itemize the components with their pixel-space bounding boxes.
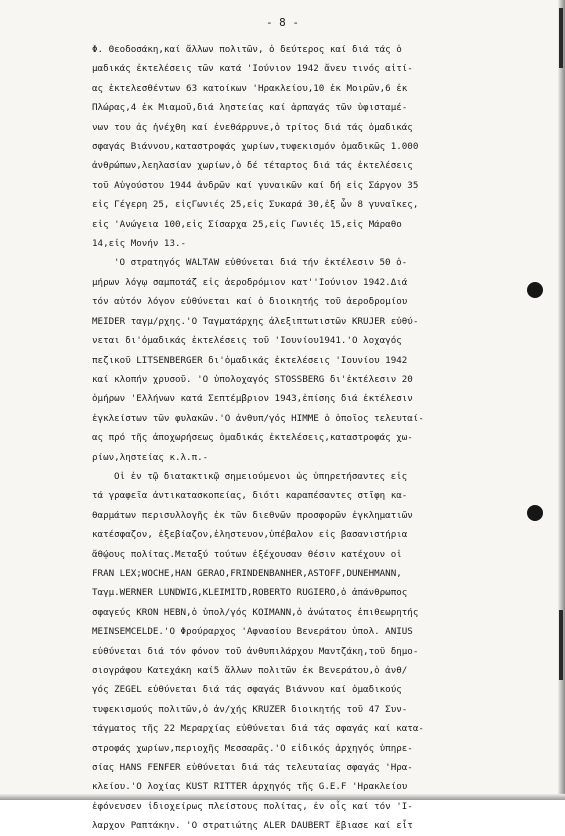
text-line: ἀνθρώπων,λεηλασίαν χωρίων,ὁ δέ τέταρτος διά τάς ἐκτελέσεις xyxy=(92,160,413,172)
page-edge-mark xyxy=(559,8,563,68)
text-line: σίας HANS FENFER εὐθύνεται διά τάς τελευταίας σφαγάς 'Ηρα- xyxy=(92,762,413,774)
text-line: κλείου.'Ο λοχίας KUST RITTER ἀρχηγός τῆς G.E.F 'Ηρακλείου xyxy=(92,781,408,793)
text-line: ἄθῴους πολίτας.Μεταξύ τούτων ἐξέχουσαν θέσιν κατέχουν οἱ xyxy=(92,548,402,560)
text-line: καί κλοπήν χρυσοῦ. 'Ο ὑπολοχαγός STOSSBERG δι'ἐκτέλεσιν 20 xyxy=(92,373,413,385)
text-line: Πλώρας,4 ἐκ Μιαμοῦ,διά ληστείας καί ἁρπαγάς τῶν ὑφισταμέ- xyxy=(92,102,408,114)
text-line: ρίων,ληστείας κ.λ.π.- xyxy=(92,451,209,463)
text-line: Φ. Θεοδοσάκη,καί ἄλλων πολιτῶν, ὁ δεύτερος καί διά τάς ὁ xyxy=(92,44,402,55)
text-line: ας πρό τῆς ἀποχωρήσεως ὁμαδικάς ἐκτελέσεις,καταστροφάς χω- xyxy=(92,432,413,444)
text-line: ἐγκλείστων τῶν φυλακῶν.'Ο ἀνθυπ/γός HIMME ὁ ὁποῖος τελευταί- xyxy=(92,412,424,424)
text-line: τυφεκισμούς πολιτῶν,ὁ ἀν/χής KRUZER διοικητής τοῦ 47 Συν- xyxy=(92,703,408,715)
text-line: εἰς Γέγερη 25, εἰςΓωνιές 25,εἰς Συκαρά 30,ἐξ ὧν 8 γυναῖκες, xyxy=(92,199,419,211)
text-line: MEINSEMCELDE.'Ο Φρούραρχος 'Αφνασίου Βενεράτου ὑπολ. ANIUS xyxy=(92,626,413,638)
text-line: τάγματος τῆς 22 Μεραρχίας εὐθύνεται διά τάς σφαγάς καί κατα- xyxy=(92,723,424,735)
text-line: MEIDER ταγμ/ρχης.'Ο Ταγματάρχης ἀλεξιπτωτιστῶν KRUJER εὐθύ- xyxy=(92,315,419,327)
text-line: εἰς 'Ανώγεια 100,εἰς Σίσαρχα 25,εἰς Γωνιές 15,εἰς Μάραθο xyxy=(92,218,402,230)
text-line: νεται δι'ὁμαδικάς ἐκτελέσεις τοῦ 'Ιουνίου1941.'Ο λοχαγός xyxy=(92,335,402,347)
text-line: Ταγμ.WERNER LUNDWIG,KLEIMITD,ROBERTO RUGIERO,ὁ ἀπάνθρωπος xyxy=(92,587,408,599)
text-line: τόν αὐτόν λόγον εὐθύνεται καί ὁ διοικητής τοῦ ἀεροδρομίου xyxy=(92,296,408,308)
text-line: μήρων λόγῳ σαμποτάζ εἰς ἀεροδρόμιον κατ''Ιούνιον 1942.Διά xyxy=(92,276,408,288)
punch-hole-top xyxy=(527,282,543,298)
text-line: στροφάς χωρίων,περιοχῆς Μεσσαρᾶς.'Ο εἰδικός ἀρχηγός ὑπηρε- xyxy=(92,742,413,754)
punch-hole-bottom xyxy=(527,505,543,521)
body-text xyxy=(92,40,524,836)
text-line: μαδικάς ἐκτελέσεις τῶν κατά 'Ιούνιον 1942 ἄνευ τινός αἰτί- xyxy=(92,63,413,75)
text-line: εὐθύνεται διά τόν φόνον τοῦ ἀνθυπιλάρχου Μαντζάκη,τοῦ δημο- xyxy=(92,645,419,657)
text-line: τοῦ Αὐγούστου 1944 ἀνδρῶν καί γυναικῶν καί δή εἰς Σάργον 35 xyxy=(92,179,419,191)
text-line: ας ἐκτελεσθέντων 63 κατοίκων 'Ηρακλείου,10 ἐκ Μοιρῶν,6 ἐκ xyxy=(92,82,408,94)
text-line: σφαγεύς KRON HEBN,ὁ ὑπολ/γός KOIMANN,ὁ ἀνώτατος ἐπιθεωρητής xyxy=(92,606,419,618)
text-line: λαρχον Ραπτάκην. 'Ο στρατιώτης ALER DAUBERT ἔβιασε καί εἶτ xyxy=(92,820,413,832)
text-line: 'Ο στρατηγός WALTAW εὐθύνεται διά τήν ἐκτέλεσιν 50 ὁ- xyxy=(114,257,408,269)
text-line: γός ZEGEL εὐθύνεται διά τάς σφαγάς Βιάννου καί ὁμαδικούς xyxy=(92,684,402,696)
text-line: 14,εἰς Μονήν 13.- xyxy=(92,238,187,250)
page-number: - 8 - xyxy=(265,16,300,29)
text-line: θαρμάτων περισυλλογῆς ἐκ τῶν διεθνῶν προσφορῶν ἐγκληματιῶν xyxy=(92,509,413,521)
text-line: κατέσφαζον, ἐξεβίαζον,ἐληστευον,ὑπέβαλον εἰς βασανιστήρια xyxy=(92,529,408,541)
page-edge-shadow-bottom xyxy=(0,794,565,800)
page-edge-shadow xyxy=(558,0,565,800)
text-line: νων του ἀς ἠνέχθη καί ἐνεθάρρυνε,ὁ τρίτος διά τάς ὁμαδικάς xyxy=(92,121,413,133)
page-edge-mark xyxy=(559,610,563,680)
text-line: τά γραφεῖα ἀντικατασκοπείας, διότι καραπέσαντες στῖφη κα- xyxy=(92,490,408,502)
text-line: Οἱ ἐν τῷ διατακτικῷ σημειούμενοι ὡς ὑπηρετήσαντες εἰς xyxy=(114,470,408,482)
text-line: πεζικοῦ LITSENBERGER δι'ὁμαδικάς ἐκτελέσεις 'Ιουνίου 1942 xyxy=(92,354,408,366)
text-line: ἐφόνευσεν ἰδιοχείρως πλείστους πολίτας, ἐν οἷς καί τόν 'Ι- xyxy=(92,800,413,812)
text-line: σιογράφου Κατεχάκη καί5 ἄλλων πολιτῶν ἐκ Βενεράτου,ὁ ἀνθ/ xyxy=(92,665,408,676)
text-line: σφαγάς Βιάννου,καταστροφάς χωρίων,τυφεκισμόν ὁμαδικῶς 1.000 xyxy=(92,141,419,153)
text-line: FRAN LEX;WOCHE,HAN GERAO,FRINDENBANHER,ASTOFF,DUNEHMANN, xyxy=(92,567,402,579)
text-line: ὁμήρων 'Ελλήνων κατά Σεπτέμβριον 1943,ἐπίσης διά ἐκτέλεσιν xyxy=(92,393,413,405)
